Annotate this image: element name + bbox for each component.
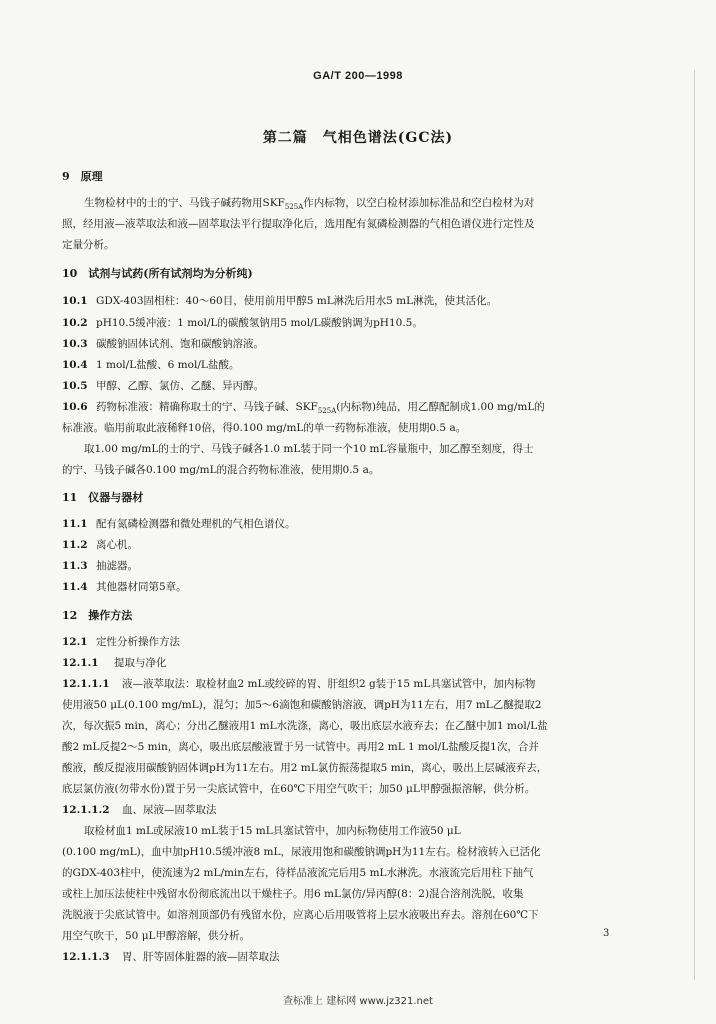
item-text: 离心机。	[96, 539, 138, 551]
item-number: 12.1	[62, 636, 88, 648]
item-number: 11.1	[62, 518, 88, 530]
section-10-heading: 10 试剂与试药(所有试剂均为分析纯)	[62, 267, 253, 280]
mix-standard-line-2: 的宁、马钱子碱各0.100 mg/mL的混合药物标准液，使用期0.5 a。	[62, 464, 380, 476]
item-text-rest: (内标物)纯品，用乙醇配制成1.00 mg/mL的	[336, 401, 545, 413]
line-text: 液—液萃取法：取检材血2 mL或绞碎的胃、肝组织2 g装于15 mL具塞试管中，加内标物	[122, 678, 536, 690]
list-item	[62, 313, 642, 334]
mix-standard-line-1: 取1.00 mg/mL的士的宁、马钱子碱各1.0 mL装于同一个10 mL容量瓶中，加乙醇至刻度，得士	[84, 443, 534, 455]
list-item	[62, 514, 642, 535]
item-number: 11.3	[62, 560, 88, 572]
item-number: 10.4	[62, 359, 88, 371]
method-line: 取检材血1 mL或尿液10 mL装于15 mL具塞试管中，加内标物使用工作液50 μL	[84, 825, 461, 837]
list-item	[62, 355, 642, 376]
subsection-12-1-1-2	[62, 800, 642, 821]
list-item	[62, 291, 642, 312]
item-number: 10.6	[62, 401, 88, 413]
list-item	[62, 334, 642, 355]
skf-subscript: 525A	[284, 203, 304, 212]
method-line: 洗脱液于尖底试管中。如溶剂顶部仍有残留水份，应离心后用吸管将上层水液吸出弃去。溶剂在60℃下	[62, 909, 539, 921]
item-number: 10.1	[62, 295, 88, 307]
method-line: 酸2 mL反提2～5 min，离心，吸出底层酸液置于另一试管中。再用2 mL 1 mol/L盐酸反提1次，合并	[62, 741, 539, 753]
section-12-heading: 12 操作方法	[62, 609, 133, 622]
method-line: (0.100 mg/mL)，血中加pH10.5缓冲液8 mL，尿液用饱和碳酸钠调pH为11左右。检材液转入已活化	[62, 846, 541, 858]
section-9-line-2: 照，经用液—液萃取法和液—固萃取法平行提取净化后，选用配有氮磷检测器的气相色谱仪进行定性及	[62, 218, 535, 230]
scan-edge-line	[694, 70, 695, 980]
skf-subscript: 525A	[317, 407, 337, 416]
subsection-12-1-1	[62, 653, 642, 674]
item-text: 血、尿液—固萃取法	[122, 804, 217, 816]
method-line: 次，每次振5 min，离心；分出乙醚液用1 mL水洗涤，离心，吸出底层水液弃去；在乙醚中加1 mol/L盐	[62, 720, 548, 732]
item-number: 10.5	[62, 380, 88, 392]
item-text: 药物标准液：精确称取士的宁、马钱子碱、SKF	[96, 401, 318, 413]
item-number: 12.1.1	[62, 657, 99, 669]
item-text: 提取与净化	[114, 657, 167, 669]
item-number: 11.4	[62, 581, 88, 593]
item-text: 甲醇、乙醇、氯仿、乙醚、异丙醇。	[96, 380, 264, 392]
subsection-12-1	[62, 632, 642, 653]
item-text: 1 mol/L盐酸、6 mol/L盐酸。	[96, 359, 240, 371]
item-text: 抽滤器。	[96, 560, 138, 572]
item-number: 10.2	[62, 317, 88, 329]
method-line: 用空气吹干，50 μL甲醇溶解，供分析。	[62, 930, 250, 942]
doc-code-header: GA/T 200—1998	[313, 70, 403, 82]
list-item	[62, 535, 642, 556]
method-line	[62, 674, 642, 695]
part-title: 第二篇 气相色谱法(GC法)	[262, 130, 454, 146]
item-continuation: 标准液。临用前取此液稀释10倍，得0.100 mg/mL的单一药物标准液，使用期0.5 a。	[62, 422, 467, 434]
item-text: 配有氮磷检测器和微处理机的气相色谱仪。	[96, 518, 296, 530]
item-number: 10.3	[62, 338, 88, 350]
page-number: 3	[603, 928, 610, 939]
footer-watermark: 查标准上 建标网 www.jz321.net	[283, 996, 433, 1007]
section-9-heading: 9 原理	[62, 170, 103, 183]
method-line: 底层氯仿液(勿带水份)置于另一尖底试管中，在60℃下用空气吹干；加50 μL甲醇强振溶解，供分析。	[62, 783, 536, 795]
item-text: 其他器材同第5章。	[96, 581, 187, 593]
item-text: GDX-403固相柱：40～60目，使用前用甲醇5 mL淋洗后用水5 mL淋洗，使其活化。	[96, 295, 498, 307]
list-item	[62, 556, 642, 577]
method-line: 使用液50 μL(0.100 mg/mL)，混匀；加5～6滴饱和碳酸钠溶液，调pH为11左右，用7 mL乙醚提取2	[62, 699, 542, 711]
item-number: 11.2	[62, 539, 88, 551]
method-line: 酸液，酸反提液用碳酸钠固体调pH为11左右。用2 mL氯仿振荡提取5 min，离心，吸出上层碱液弃去，	[62, 762, 548, 774]
item-number: 12.1.1.2	[62, 804, 110, 816]
method-line: 或柱上加压法使柱中残留水份彻底流出以干燥柱子。用6 mL氯仿/异丙醇(8：2)混合溶剂洗脱，收集	[62, 888, 524, 900]
list-item	[62, 577, 642, 598]
section-9-line-1-rest: 作内标物，以空白检材添加标准品和空白检材为对	[303, 197, 535, 209]
section-9-line-1-text: 生物检材中的士的宁、马钱子碱药物用SKF	[84, 197, 285, 209]
subsection-12-1-1-3	[62, 947, 642, 968]
item-text: 碳酸钠固体试剂、饱和碳酸钠溶液。	[96, 338, 264, 350]
method-line: 的GDX-403柱中，使流速为2 mL/min左右，待样品液流完后用5 mL水淋洗。水液流完后用柱下抽气	[62, 867, 534, 879]
item-text: 胃、肝等固体脏器的液—固萃取法	[122, 951, 280, 963]
list-item	[62, 376, 642, 397]
item-number: 12.1.1.1	[62, 678, 110, 690]
section-11-heading: 11 仪器与器材	[62, 491, 144, 504]
item-text: 定性分析操作方法	[96, 636, 180, 648]
section-9-line-3: 定量分析。	[62, 239, 115, 251]
item-number: 12.1.1.3	[62, 951, 110, 963]
item-text: pH10.5缓冲液：1 mol/L的碳酸氢钠用5 mol/L碳酸钠调为pH10.5。	[96, 317, 423, 329]
